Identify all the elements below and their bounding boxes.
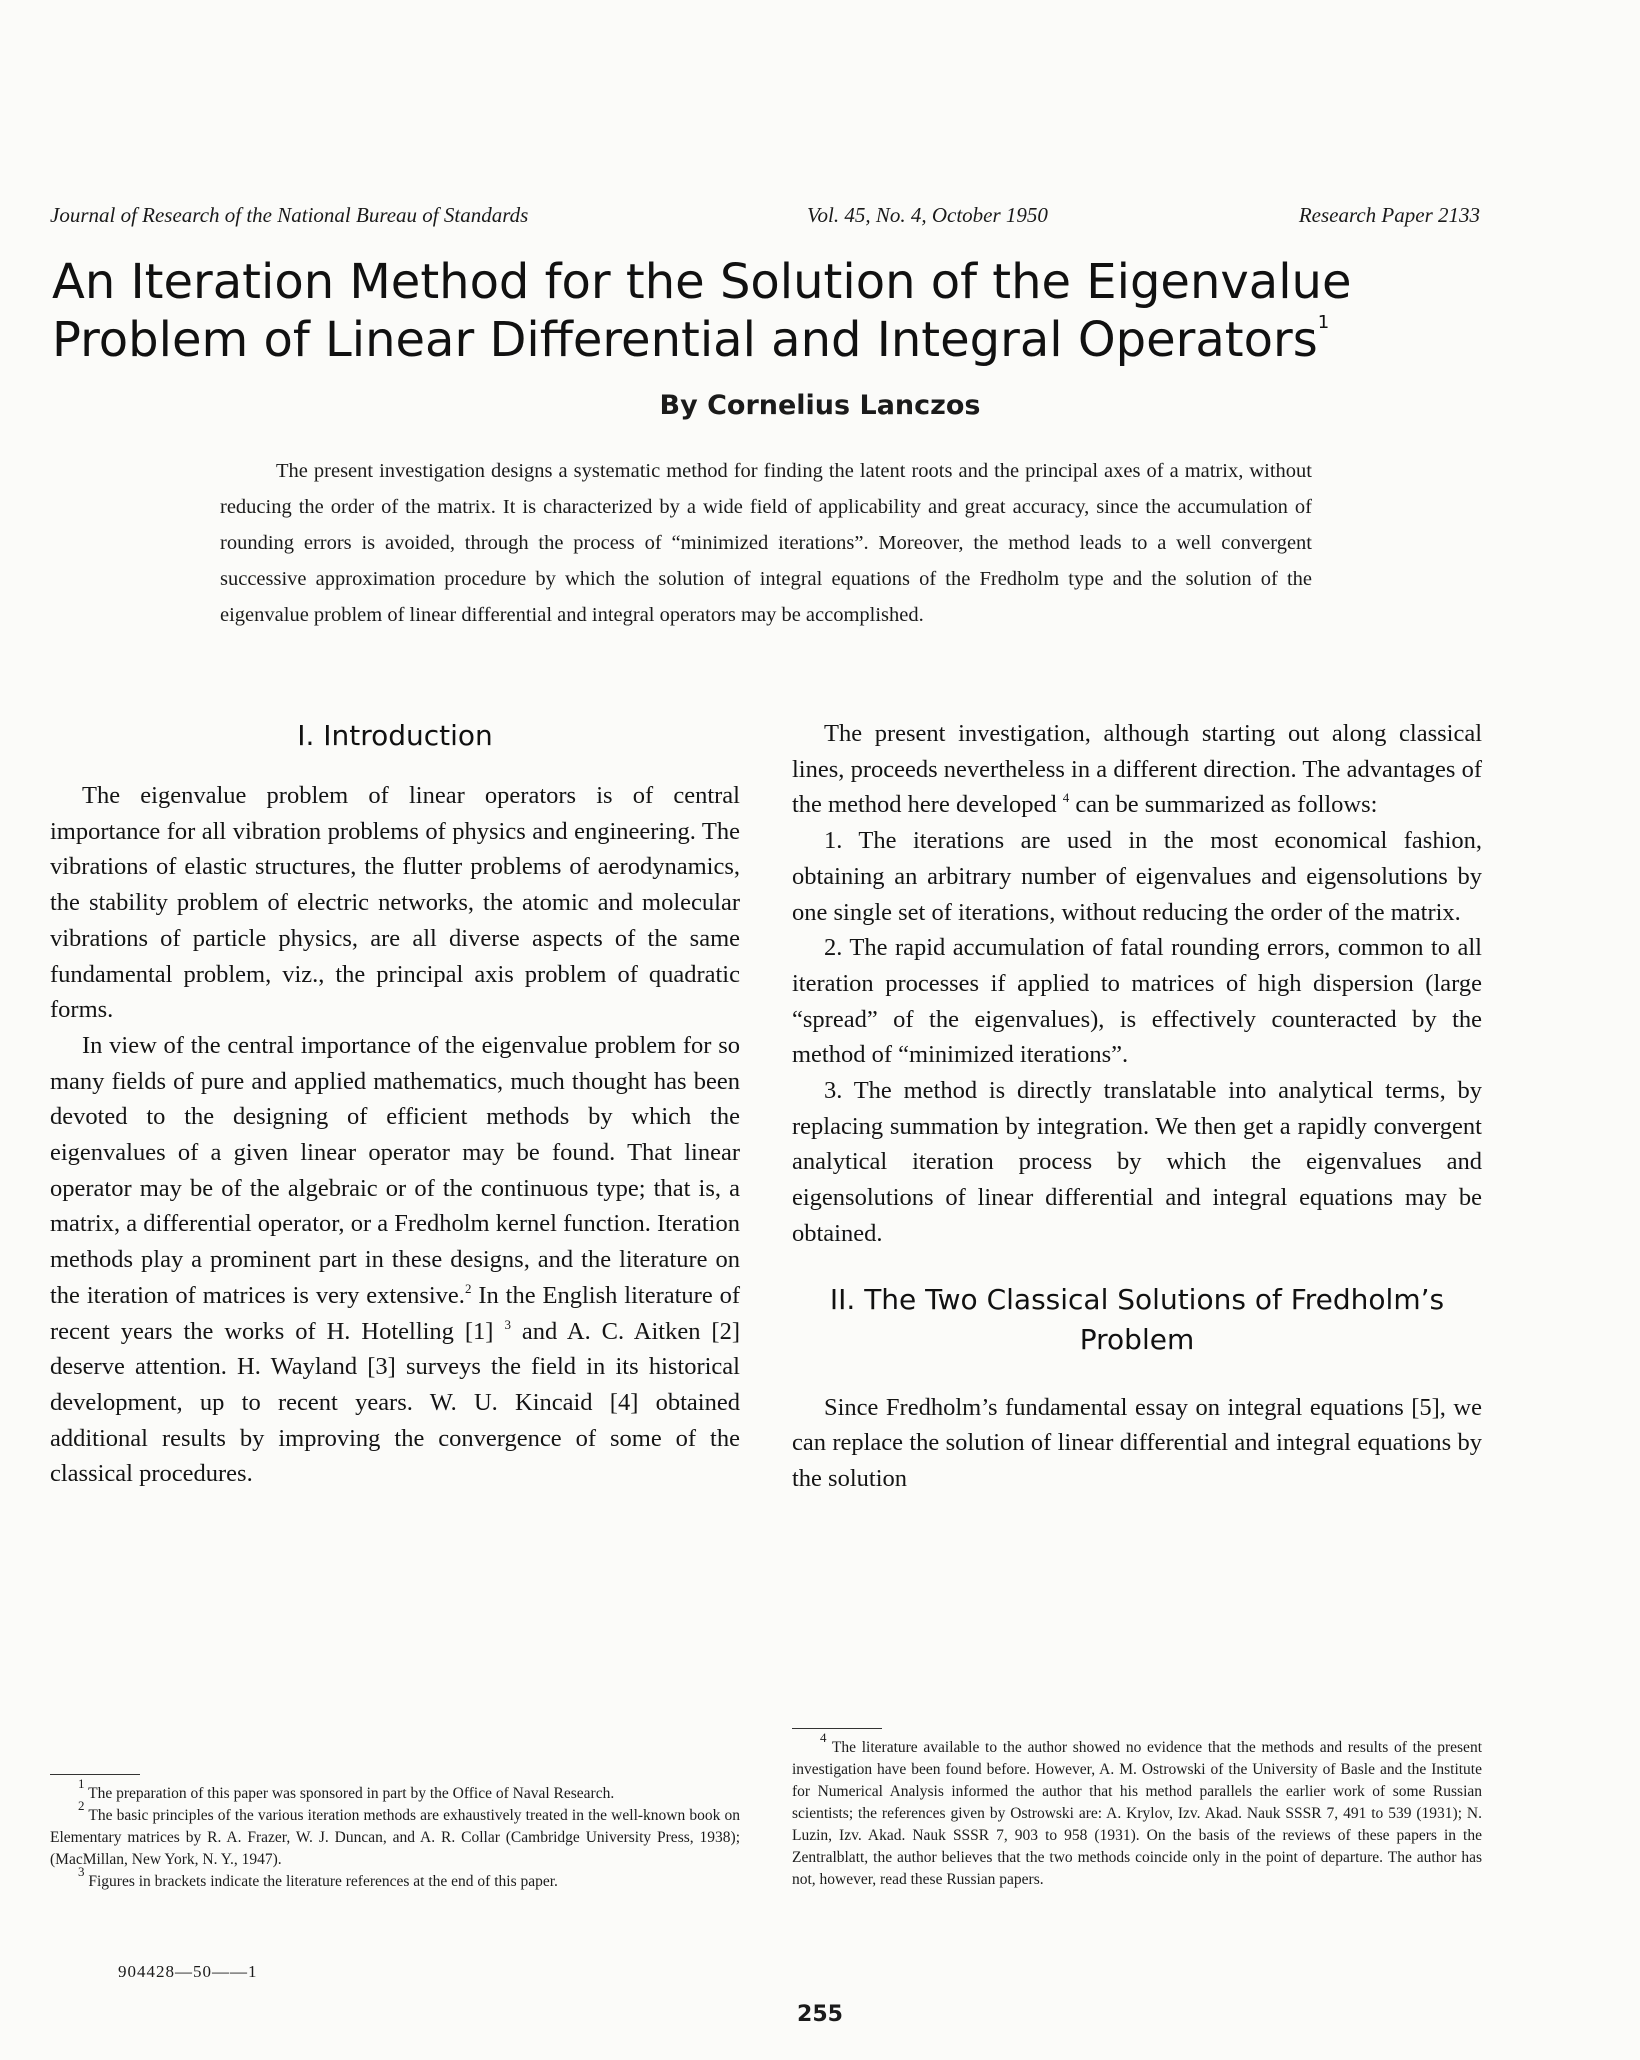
footnote-rule: [50, 1774, 140, 1775]
intro-paragraph-2-part-b: In the English literature of recent years the works of H. Hotelling [1]: [50, 1281, 741, 1345]
running-head: [50, 203, 1480, 233]
footnote-3-mark: 3: [78, 1864, 85, 1879]
footnote-ref-3: 3: [504, 1316, 511, 1332]
section2-paragraph-1: Since Fredholm’s fundamental essay on integral equations [5], we can replace the solution of linear differential and integral equations by the solution: [792, 1393, 1482, 1492]
advantage-item-3: 3. The method is directly translatable into analytical terms, by replacing summation by integration. We then get a rapidly convergent analytical iteration process by which the eigenvalues and eigensolutions of linear differential and integral equations may be obtained.: [792, 1077, 1482, 1247]
paper-title-text: An Iteration Method for the Solution of the Eigenvalue Problem of Linear Differential and Integral Operators: [52, 254, 1352, 368]
intro-paragraph-3-part-a: The present investigation, although starting out along classical lines, proceeds nevertheless in a different direction. The advantages of the method here developed: [792, 720, 1482, 819]
footnote-2-text: The basic principles of the various iteration methods are exhaustively treated in the well-known book on Elementary matrices by R. A. Frazer, W. J. Duncan, and A. R. Collar (Cambridge University Press, 1938); (MacMillan, New York, N. Y., 1947).: [50, 1807, 740, 1868]
right-column: [792, 716, 1482, 1497]
footnote-1-text: The preparation of this paper was sponsored in part by the Office of Naval Research.: [84, 1785, 615, 1802]
footnote-2-mark: 2: [78, 1798, 85, 1813]
intro-paragraph-3: [792, 716, 1482, 823]
abstract: The present investigation designs a systematic method for finding the latent roots and the principal axes of a matrix, without reducing the order of the matrix. It is characterized by a wide field of applicability and great accuracy, since the accumulation of rounding errors is avoided, through the process of “minimized iterations”. Moreover, the method leads to a well convergent successive approximation procedure by which the solution of integral equations of the Fredholm type and the solution of the eigenvalue problem of linear differential and integral operators may be accomplished.: [220, 460, 1312, 626]
research-paper-number: Research Paper 2133: [1298, 203, 1480, 227]
footnote-4: [792, 1730, 1482, 1891]
intro-paragraph-2: [50, 1028, 740, 1492]
intro-paragraph-3-part-b: can be summarized as follows:: [1069, 791, 1378, 819]
title-footnote-mark: 1: [1317, 312, 1330, 333]
journal-name: Journal of Research of the National Bureau of Standards: [50, 203, 529, 227]
footnote-4-text: The literature available to the author showed no evidence that the methods and results of the present investigation have been found before. However, A. M. Ostrowski of the University of Basle and the Institute for Numerical Analysis informed the author that his method parallels the earlier work of some Russian scientists; the references given by Ostrowski are: A. Krylov, Izv. Akad. Nauk SSSR 7, 491 to 539 (1931); N. Luzin, Izv. Akad. Nauk SSSR 7, 903 to 958 (1931). On the basis of the reviews of these papers in the Zentralblatt, the author believes that the two methods coincide only in the point of departure. The author has not, however, read these Russian papers.: [792, 1739, 1482, 1888]
footnotes-left: [50, 1762, 740, 1893]
page-number: 255: [797, 2002, 843, 2027]
advantage-item-2: 2. The rapid accumulation of fatal rounding errors, common to all iteration processes if applied to matrices of high dispersion (large “spread” of the eigenvalues), is effectively counteracted by the method of “minimized iterations”.: [792, 934, 1482, 1069]
intro-paragraph-1: The eigenvalue problem of linear operators is of central importance for all vibration problems of physics and engineering. The vibrations of elastic structures, the flutter problems of aerodynamics, the stability problem of electric networks, the atomic and molecular vibrations of particle physics, are all diverse aspects of the same fundamental problem, viz., the principal axis problem of quadratic forms.: [50, 782, 740, 1024]
author-line: By Cornelius Lanczos: [659, 390, 981, 421]
footnote-ref-2: 2: [464, 1280, 472, 1296]
advantage-item-1: 1. The iterations are used in the most economical fashion, obtaining an arbitrary number of eigenvalues and eigensolutions by one single set of iterations, without reducing the order of the matrix.: [792, 827, 1482, 926]
paper-title: [52, 253, 1492, 369]
footnote-4-mark: 4: [820, 1730, 827, 1745]
footnotes-right: [792, 1716, 1482, 1891]
footnote-ref-4: 4: [1062, 790, 1070, 806]
footnote-rule: [792, 1728, 882, 1729]
section-heading-classical-solutions: II. The Two Classical Solutions of Fredholm’s Problem: [829, 1282, 1445, 1356]
intro-paragraph-2-part-a: In view of the central importance of the eigenvalue problem for so many fields of pure and applied mathematics, much thought has been devoted to the designing of efficient methods by which the eigenvalues of a given linear operator may be found. That linear operator may be of the algebraic or of the continuous type; that is, a matrix, a differential operator, or a Fredholm kernel function. Iteration methods play a prominent part in these designs, and the literature on the iteration of matrices is very extensive.: [50, 1031, 740, 1309]
footnote-2: [50, 1798, 740, 1871]
intro-paragraph-2-part-c: and A. C. Aitken [2] deserve attention. H. Wayland [3] surveys the field in its historical development, up to recent years. W. U. Kincaid [4] obtained additional results by improving the convergence of some of the classical procedures.: [50, 1317, 740, 1488]
left-column: [50, 716, 740, 1492]
printer-code: 904428—50——1: [118, 1962, 258, 1981]
footnote-3-text: Figures in brackets indicate the literature references at the end of this paper.: [84, 1873, 558, 1890]
footnote-3: [50, 1864, 740, 1893]
volume-issue: Vol. 45, No. 4, October 1950: [807, 203, 1048, 227]
section-heading-introduction: I. Introduction: [297, 719, 493, 752]
footnote-1-mark: 1: [78, 1776, 85, 1791]
footnote-1: [50, 1776, 740, 1805]
